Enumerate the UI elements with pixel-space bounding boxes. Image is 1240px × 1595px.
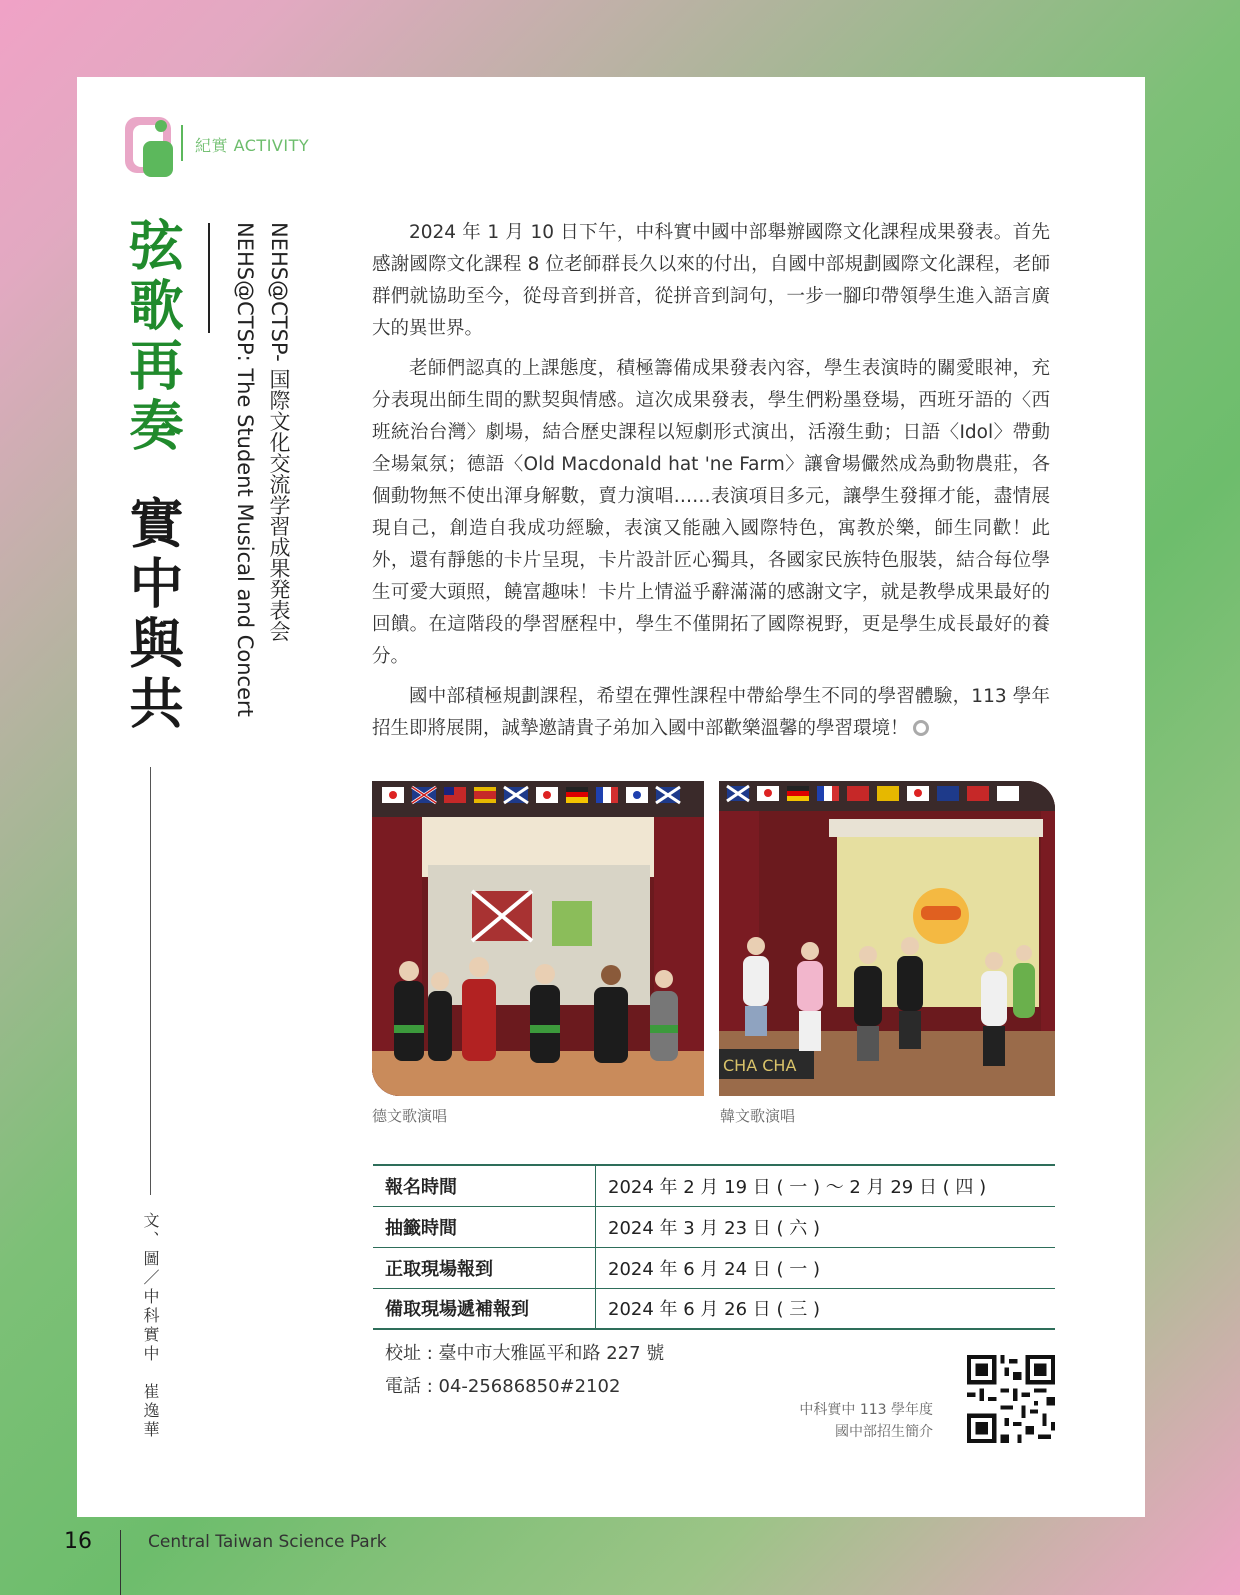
- school-address: 校址 : 臺中市大雅區平和路 227 號: [385, 1343, 665, 1364]
- qr-caption: [777, 1399, 933, 1443]
- table-row: [373, 1247, 1055, 1288]
- table-row: [373, 1165, 1055, 1206]
- schedule-value: 2024 年 3 月 23 日 ( 六 ): [608, 1217, 820, 1239]
- schedule-value: 2024 年 6 月 26 日 ( 三 ): [608, 1299, 820, 1321]
- author-credit: 文、圖／中科實中 崔逸華: [141, 1212, 160, 1440]
- paragraph-1: 2024 年 1 月 10 日下午，中科實中國中部舉辦國際文化課程成果發表。首先感謝國際文化課程 8 位老師群長久以來的付出，自國中部規劃國際文化課程，老師群們就協助至今，從母音到拼音，從拼音到詞句，一步一腳印帶領學生進入語言廣大的異世界。: [372, 222, 1050, 339]
- schedule-value: 2024 年 2 月 19 日 ( 一 ) ～ 2 月 29 日 ( 四 ): [608, 1176, 987, 1198]
- schedule-label: 抽籤時間: [373, 1206, 596, 1247]
- photo-caption-right: 韓文歌演唱: [720, 1107, 796, 1125]
- table-row: [373, 1206, 1055, 1247]
- section-logo-icon: [125, 117, 177, 177]
- paragraph-3: [372, 681, 1050, 745]
- schedule-value: 2024 年 6 月 24 日 ( 一 ): [608, 1258, 820, 1280]
- subtitle-english: NEHS@CTSP: The Student Musical and Concert: [233, 222, 257, 717]
- subtitle-rule: [208, 223, 210, 333]
- header-divider: [181, 125, 183, 161]
- subtitle-japanese: NEHS@CTSP- 国際文化交流学習成果発表会: [267, 222, 291, 642]
- article-card: [77, 77, 1145, 1517]
- qr-caption-line-2: 國中部招生簡介: [835, 1424, 933, 1440]
- title-line-1: 弦歌再奏: [121, 217, 184, 457]
- stage-sign: CHA CHA: [723, 1056, 797, 1075]
- article-body: [372, 217, 1050, 753]
- paragraph-3-text: 國中部積極規劃課程，希望在彈性課程中帶給學生不同的學習體驗，113 學年招生即將展開，誠摯邀請貴子弟加入國中部歡樂溫馨的學習環境！: [372, 686, 1050, 739]
- photo-korean-song: [719, 781, 1055, 1096]
- schedule-label: 正取現場報到: [373, 1247, 596, 1288]
- section-label: 紀實 ACTIVITY: [195, 136, 310, 155]
- publication-name: Central Taiwan Science Park: [148, 1532, 387, 1552]
- photo-german-song: [372, 781, 704, 1096]
- schedule-label: 備取現場遞補報到: [373, 1288, 596, 1329]
- page-number: 16: [64, 1529, 92, 1554]
- table-row: [373, 1288, 1055, 1329]
- footer-divider: [120, 1530, 121, 1595]
- qr-caption-line-1: 中科實中 113 學年度: [799, 1402, 933, 1418]
- schedule-label: 報名時間: [373, 1165, 596, 1206]
- end-mark-icon: [913, 720, 929, 736]
- title-line-2: 實中與共: [121, 495, 184, 735]
- qr-code-icon[interactable]: [967, 1355, 1055, 1443]
- side-rule: [150, 767, 151, 1195]
- enrollment-schedule-table: [373, 1164, 1055, 1330]
- paragraph-2: 老師們認真的上課態度，積極籌備成果發表內容，學生表演時的關愛眼神，充分表現出師生間的默契與情感。這次成果發表，學生們粉墨登場，西班牙語的〈西班統治台灣〉劇場，結合歷史課程以短劇形式演出，活潑生動；日語〈Idol〉帶動全場氣氛；德語〈Old Macdonald hat 'ne Farm〉讓會場儼然成為動物農莊，各個動物無不使出渾身解數，賣力演唱……表演項目多元，讓學生發揮才能，盡情展現自己，創造自我成功經驗，表演又能融入國際特色，寓教於樂，師生同歡！此外，還有靜態的卡片呈現，卡片設計匠心獨具，各國家民族特色服裝，結合每位學生可愛大頭照，饒富趣味！卡片上情溢乎辭滿滿的感謝文字，就是教學成果最好的回饋。在這階段的學習歷程中，學生不僅開拓了國際視野，更是學生成長最好的養分。: [372, 358, 1050, 667]
- school-phone: 電話 : 04-25686850#2102: [385, 1376, 621, 1397]
- photo-caption-left: 德文歌演唱: [372, 1107, 448, 1125]
